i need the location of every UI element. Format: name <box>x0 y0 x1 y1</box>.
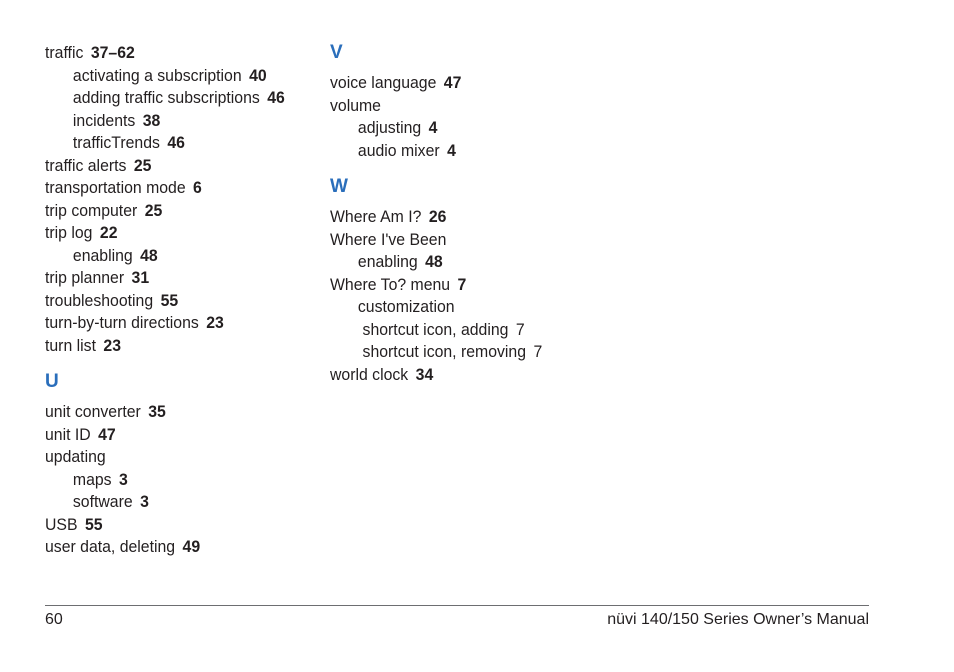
index-term: audio mixer <box>357 140 440 160</box>
index-term: trip computer <box>45 200 138 220</box>
index-entry <box>45 267 296 290</box>
index-entry <box>45 469 296 492</box>
index-entry <box>330 72 609 95</box>
index-page-ref[interactable]: 47 <box>98 424 116 444</box>
index-entry <box>45 401 296 424</box>
index-term: trafficTrends <box>72 133 160 152</box>
index-term: adjusting <box>357 118 422 137</box>
index-page-ref[interactable]: 48 <box>425 252 443 271</box>
index-term: traffic alerts <box>45 155 127 175</box>
index-term: troubleshooting <box>45 290 154 310</box>
index-page-ref[interactable]: 25 <box>144 200 163 220</box>
index-page-ref[interactable]: 35 <box>148 402 166 421</box>
index-term: unit converter <box>45 402 141 421</box>
index-entry <box>45 446 296 469</box>
index-letter-heading: U <box>45 371 59 392</box>
index-page-ref[interactable]: 22 <box>99 223 118 242</box>
footer-manual-title: nüvi 140/150 Series Owner’s Manual <box>607 611 869 628</box>
index-page-ref[interactable]: 23 <box>103 335 121 355</box>
index-entry <box>45 65 296 88</box>
index-entry <box>45 110 296 133</box>
index-page-ref[interactable]: 46 <box>267 88 285 107</box>
index-page-ref[interactable]: 48 <box>140 245 158 265</box>
index-term: trip log <box>45 223 93 242</box>
index-term: turn list <box>45 335 96 355</box>
index-page-ref[interactable]: 47 <box>443 73 462 92</box>
index-page-ref[interactable]: 26 <box>428 207 447 226</box>
index-term: customization <box>357 297 455 316</box>
index-entry <box>330 341 609 364</box>
index-entry <box>45 245 296 268</box>
index-term: traffic <box>45 43 84 62</box>
index-page-ref[interactable]: 37–62 <box>90 43 135 62</box>
index-term: incidents <box>72 110 136 130</box>
index-term: activating a subscription <box>72 65 242 85</box>
index-page-ref[interactable]: 3 <box>119 469 128 489</box>
index-page-ref[interactable]: 55 <box>160 290 179 310</box>
index-page-ref[interactable]: 55 <box>84 514 103 534</box>
footer-rule <box>45 605 869 606</box>
index-entry <box>330 206 609 229</box>
index-entry <box>330 319 609 342</box>
index-term: enabling <box>72 245 133 265</box>
index-entry <box>330 251 609 274</box>
index-term: Where Am I? <box>330 207 422 226</box>
index-entry <box>45 200 296 223</box>
index-entry <box>45 87 296 110</box>
index-term: USB <box>45 514 78 534</box>
index-term: Where To? menu <box>330 274 451 294</box>
index-term: user data, deleting <box>45 537 176 556</box>
index-entry <box>45 514 296 537</box>
index-entry <box>330 274 609 297</box>
index-page-ref[interactable]: 40 <box>249 65 267 85</box>
index-term: software <box>72 492 133 511</box>
index-page-ref[interactable]: 25 <box>133 155 152 175</box>
index-term: unit ID <box>45 424 91 444</box>
index-term: transportation mode <box>45 178 186 197</box>
index-entry <box>45 424 296 447</box>
index-term: shortcut icon, adding <box>362 319 509 339</box>
index-page-ref[interactable]: 34 <box>415 364 434 384</box>
index-entry <box>45 312 296 335</box>
index-entry <box>45 222 296 245</box>
index-term: world clock <box>330 364 409 384</box>
index-term: trip planner <box>45 268 125 287</box>
index-term: volume <box>330 95 381 115</box>
index-page-ref[interactable]: 23 <box>206 313 224 332</box>
index-entry <box>330 117 609 140</box>
index-letter-heading: V <box>330 42 343 63</box>
index-page-ref[interactable]: 46 <box>167 133 185 152</box>
footer-page-number: 60 <box>45 611 63 628</box>
index-entry <box>45 177 296 200</box>
index-term: maps <box>72 469 112 489</box>
index-page-ref[interactable]: 7 <box>457 274 467 294</box>
index-letter-heading: W <box>330 176 348 197</box>
index-term: updating <box>45 447 106 466</box>
index-entry <box>45 42 296 65</box>
index-entry <box>330 296 609 319</box>
index-page-ref[interactable]: 7 <box>515 319 525 339</box>
index-page-ref[interactable]: 4 <box>447 140 456 160</box>
index-entry <box>45 290 296 313</box>
index-page-ref[interactable]: 3 <box>140 492 149 511</box>
index-page-ref[interactable]: 49 <box>182 537 201 556</box>
index-term: Where I've Been <box>330 229 447 249</box>
index-term: enabling <box>357 252 418 271</box>
index-entry <box>45 491 296 514</box>
index-entry <box>45 335 296 358</box>
index-page-ref[interactable]: 6 <box>193 178 202 197</box>
index-page-ref[interactable]: 38 <box>142 110 161 130</box>
index-term: shortcut icon, removing <box>362 342 526 361</box>
index-term: adding traffic subscriptions <box>72 88 260 107</box>
index-term: turn-by-turn directions <box>45 313 199 332</box>
index-entry <box>330 229 609 252</box>
index-column-right <box>330 42 630 386</box>
index-entry <box>330 95 609 118</box>
index-page-ref[interactable]: 31 <box>131 268 150 287</box>
index-entry <box>45 132 296 155</box>
index-entry <box>330 140 609 163</box>
index-column-left <box>45 42 315 559</box>
index-entry <box>45 155 296 178</box>
index-page-ref[interactable]: 7 <box>533 342 543 361</box>
index-entry <box>45 536 296 559</box>
index-term: voice language <box>330 73 437 92</box>
index-entry <box>330 364 609 387</box>
index-page-ref[interactable]: 4 <box>428 118 438 137</box>
